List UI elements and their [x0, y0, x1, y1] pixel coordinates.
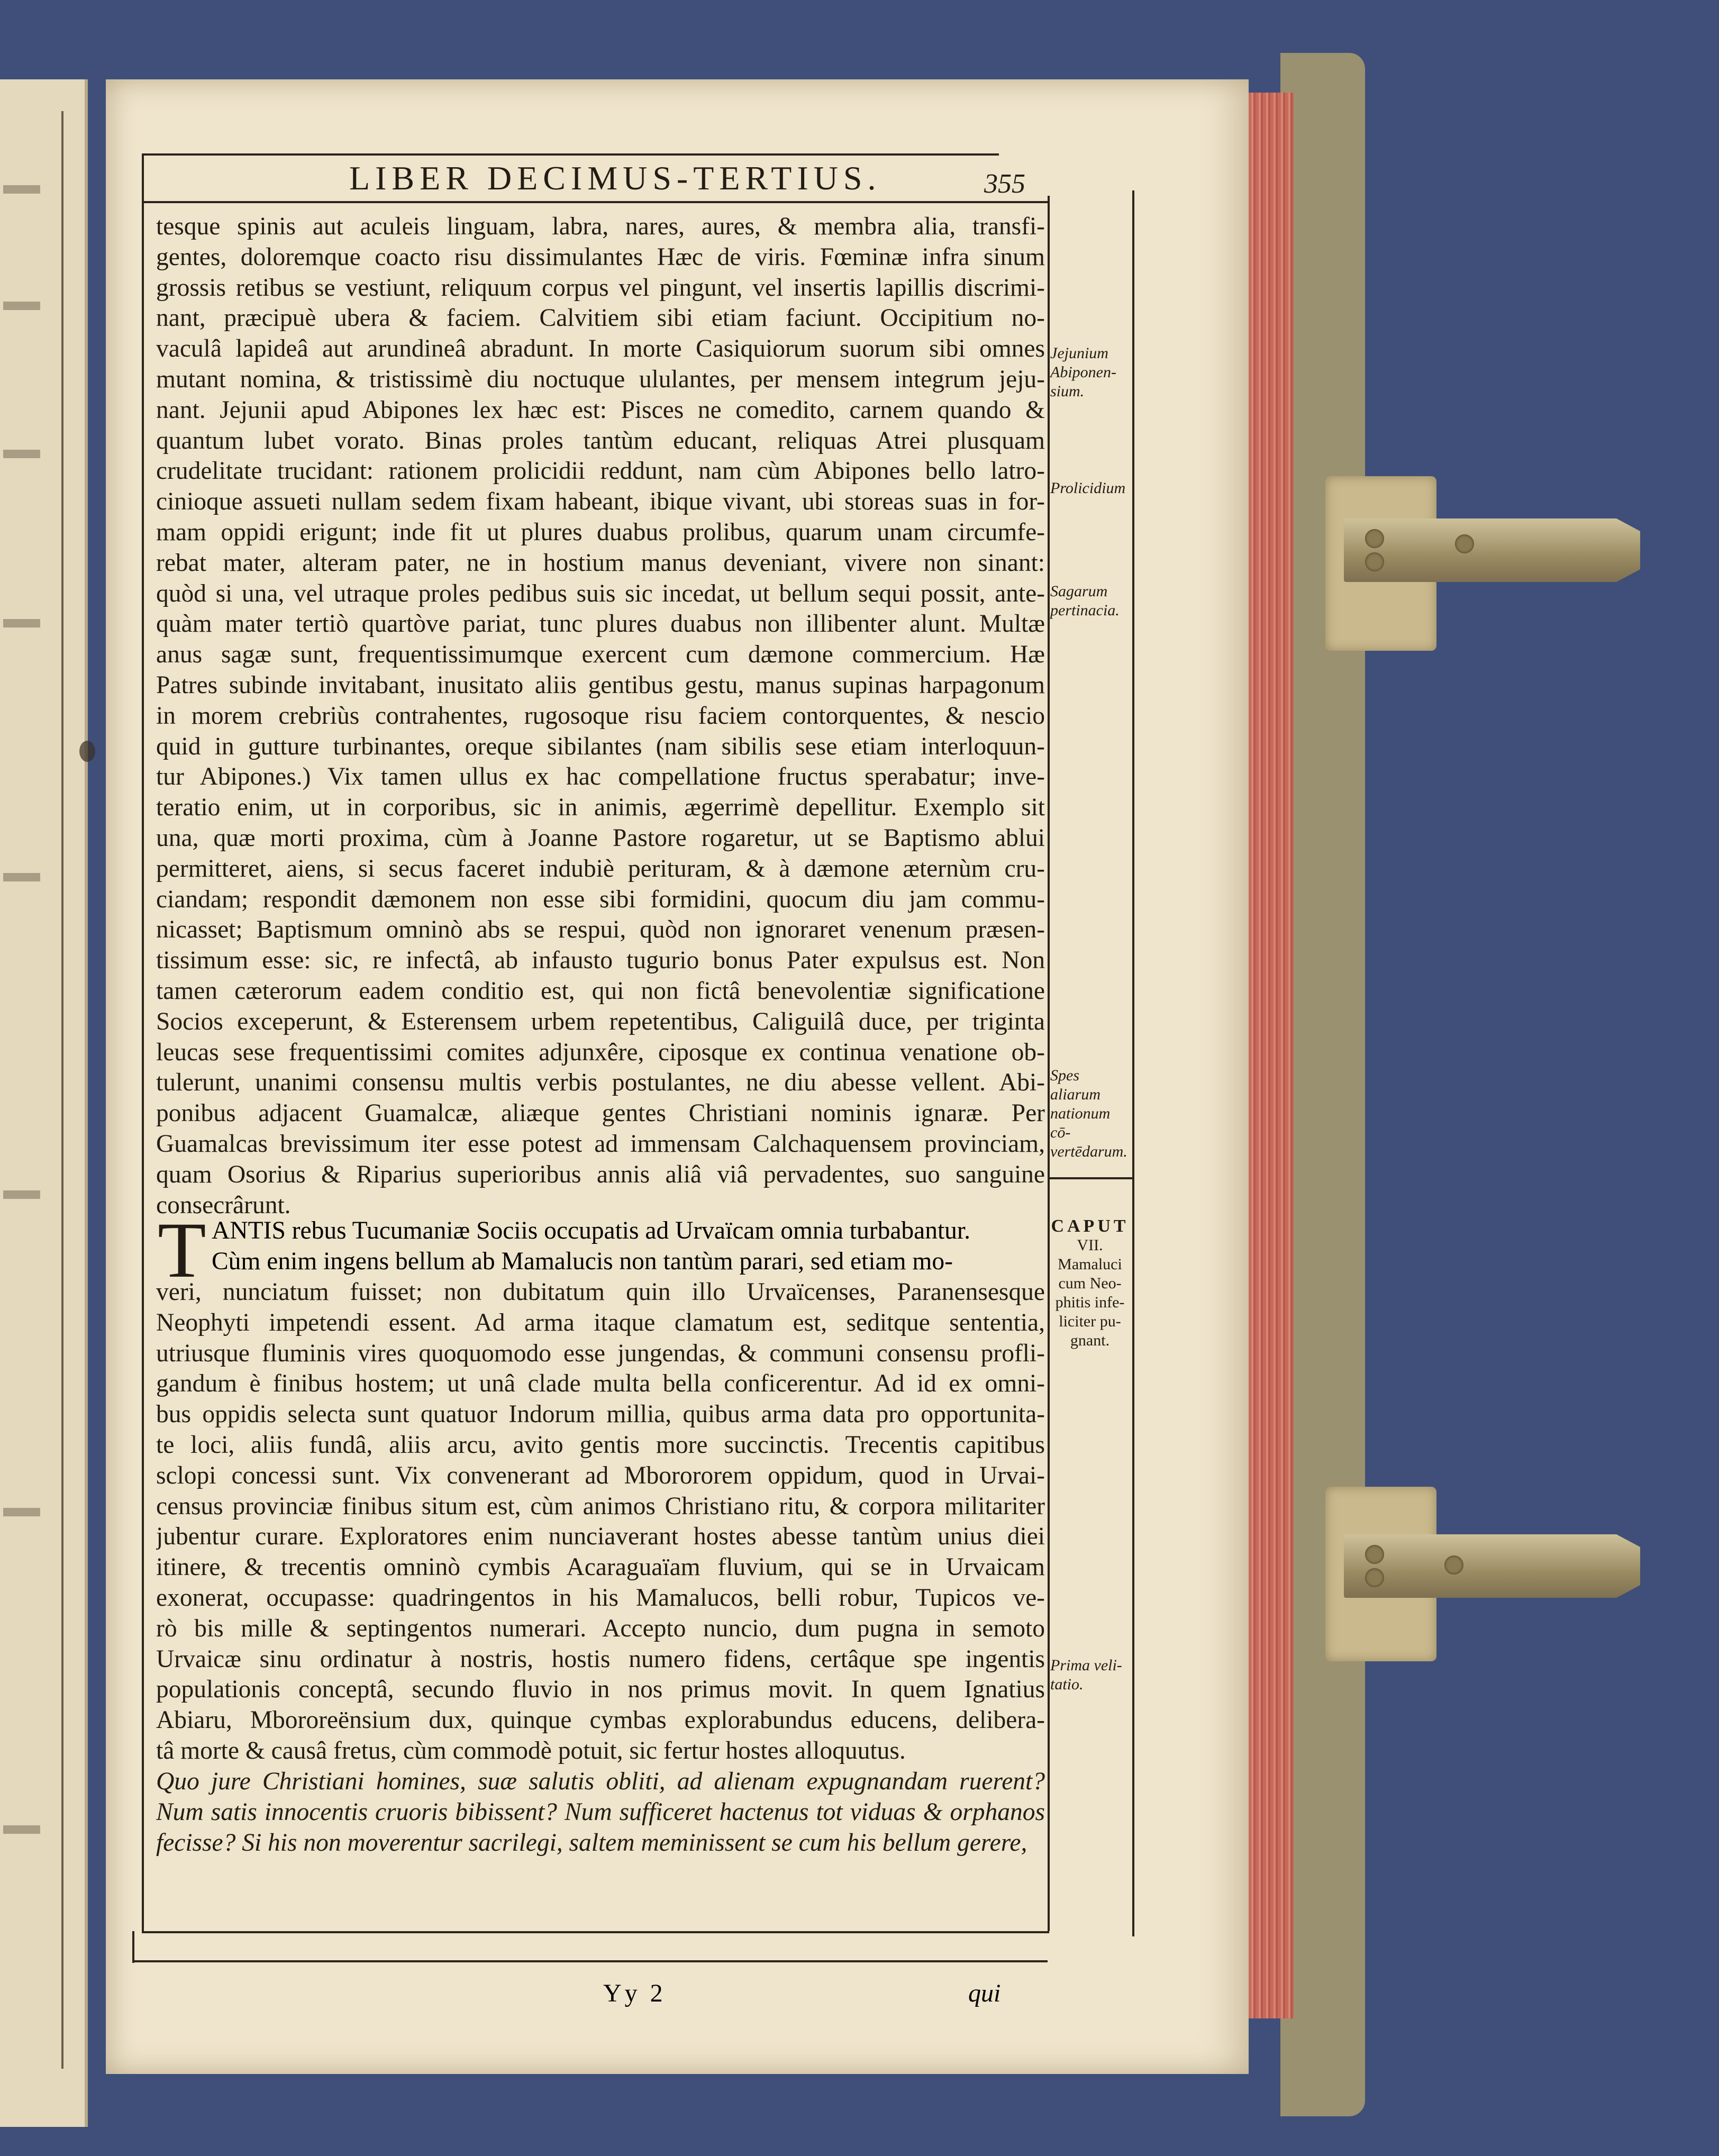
text-line: te loci, aliis fundâ, aliis arcu, avito gentis more succinctis. Trecentis capitibus	[156, 1431, 1045, 1459]
upper-clasp	[1344, 518, 1640, 582]
text-line: nant, præcipuè ubera & faciem. Calvitiem sibi etiam faciunt. Occipitium no-	[156, 304, 1045, 332]
text-line: in morem crebriùs contrahentes, rugosoque risu faciem contorquentes, & nescio	[156, 702, 1045, 730]
text-line: rò bis mille & septingentos numerari. Accepto nuncio, dum pugna in semoto	[156, 1614, 1045, 1642]
text-line: gandum è finibus hostem; ut unâ clade multa bella conficerentur. Ad id ex omni-	[156, 1370, 1045, 1398]
text-line: fecisse? Si his non moverentur sacrilegi, saltem meminissent se cum his bellum gerere,	[156, 1828, 1027, 1857]
running-head: LIBER DECIMUS-TERTIUS.	[349, 159, 881, 197]
previous-page-rule	[61, 111, 63, 2069]
caput-number: VII.	[1077, 1236, 1103, 1254]
previous-page-text-fragment	[3, 873, 40, 881]
paragraph-2	[156, 1277, 1045, 1767]
text-line: mutant nomina, & tristissimè diu noctuque ululantes, per mensem integrum jeju-	[156, 365, 1045, 393]
signature-mark: Yy 2	[603, 1979, 666, 2007]
margin-note-line: Sagarum	[1050, 583, 1108, 600]
margin-note-line: Spes aliarum	[1050, 1067, 1101, 1103]
text-line: gentes, doloremque coacto risu dissimulantes Hæc de viris. Fœminæ infra sinum	[156, 243, 1045, 271]
margin-note-line: gnant.	[1070, 1332, 1110, 1349]
margin-note-prima	[1050, 1656, 1130, 1694]
rivet-icon	[1455, 534, 1474, 553]
text-line: tesque spinis aut aculeis linguam, labra, nares, aures, & membra alia, transfi-	[156, 213, 1045, 240]
rivet-icon	[1365, 552, 1384, 571]
text-line: consecrârunt.	[156, 1191, 291, 1219]
text-line: Neophyti impetendi essent. Ad arma itaque clamatum est, seditque sententia,	[156, 1308, 1045, 1336]
margin-note-caput	[1050, 1217, 1130, 1350]
text-line: leucas sese frequentissimi comites adjunxêre, ciposque ex continua venatione ob-	[156, 1038, 1045, 1066]
rivet-icon	[1444, 1555, 1463, 1575]
text-line: tamen cæterorum eadem conditio est, qui non fictâ benevolentiæ significatione	[156, 977, 1045, 1005]
previous-page-text-fragment	[3, 1508, 40, 1516]
text-line: Quo jure Christiani homines, suæ salutis obliti, ad alienam expugnandam ruerent?	[156, 1768, 1045, 1795]
text-line: census provinciæ finibus situm est, cùm animos Christiano ritu, & corpora militariter	[156, 1492, 1045, 1520]
chapter-second-line: Cùm enim ingens bellum ab Mamalucis non tantùm parari, sed etiam mo-	[212, 1248, 953, 1275]
caput-title: CAPUT	[1051, 1216, 1129, 1236]
catchword: qui	[968, 1979, 1001, 2007]
text-line: nant. Jejunii apud Abipones lex hæc est: Pisces ne comedito, carnem quando &	[156, 396, 1045, 424]
text-line: teratio enim, ut in corporibus, sic in animis, ægerrimè depellitur. Exemplo sit	[156, 794, 1045, 822]
text-line: una, quæ morti proxima, cùm à Joanne Pastore rogaretur, ut se Baptismo ablui	[156, 824, 1045, 852]
red-page-edges	[1241, 93, 1294, 2018]
margin-note-line: liciter pu-	[1059, 1313, 1121, 1330]
text-line: crudelitate trucidant: rationem prolicidii reddunt, nam cùm Abipones bello latro-	[156, 457, 1045, 485]
margin-divider	[1048, 1177, 1132, 1179]
outer-left-rule-foot	[132, 1931, 134, 1963]
previous-page-text-fragment	[3, 1190, 40, 1199]
lower-clasp	[1344, 1534, 1640, 1598]
margin-note-line: tatio.	[1050, 1676, 1084, 1693]
margin-note-line: vertēdarum.	[1050, 1143, 1127, 1160]
text-line: quàm mater tertiò quartòve pariat, tunc plures duabus non illibenter alunt. Multæ	[156, 610, 1045, 638]
previous-page-text-fragment	[3, 1825, 40, 1834]
margin-note-line: Prolicidium	[1050, 479, 1126, 497]
top-rule	[142, 153, 999, 156]
text-line: ponibus adjacent Guamalcæ, aliæque gentes Christiani nominis ignaræ. Per	[156, 1099, 1045, 1127]
text-line: vaculâ lapideâ aut arundineâ abradunt. In morte Casiquiorum suorum sibi omnes	[156, 335, 1045, 363]
previous-page-text-fragment	[3, 185, 40, 194]
text-line: grossis retibus se vestiunt, reliquum corpus vel pingunt, vel insertis lapillis discrimi-	[156, 274, 1045, 302]
text-line: jubentur curare. Exploratores enim nunciaverant hostes abesse tantùm unius diei	[156, 1523, 1045, 1551]
text-line: tur Abipones.) Vix tamen ullus ex hac compellatione fructus sperabatur; inve-	[156, 763, 1045, 791]
drop-cap: T	[158, 1206, 206, 1294]
text-line: exonerat, occupasse: quadringentos in his Mamalucos, belli robur, Tupicos ve-	[156, 1584, 1045, 1612]
previous-page-text-fragment	[3, 619, 40, 627]
text-line: cinioque assueti nullam sedem fixam habeant, ibique vivant, ubi storeas suas in for-	[156, 488, 1045, 516]
rivet-icon	[1365, 1545, 1384, 1564]
text-line: Urvaicæ sinu ordinatur à nostris, hostis numero fidens, certâque spe ingentis	[156, 1645, 1045, 1673]
text-line: quid in gutture turbinantes, oreque sibilantes (nam sibilis sese etiam interloquun-	[156, 732, 1045, 760]
margin-note-line: phitis infe-	[1055, 1294, 1125, 1311]
chapter-first-line: ANTIS rebus Tucumaniæ Sociis occupatis ad Urvaïcam omnia turbabantur.	[212, 1217, 970, 1244]
bottom-rule	[142, 1931, 1049, 1933]
margin-note-spes	[1050, 1066, 1130, 1161]
text-line: quam Osorius & Riparius superioribus annis aliâ viâ pervadentes, suo sanguine	[156, 1160, 1045, 1188]
page-number: 355	[984, 169, 1025, 199]
text-line: veri, nunciatum fuisset; non dubitatum quin illo Urvaïcenses, Paranensesque	[156, 1278, 1045, 1306]
text-line: nicasset; Baptismum omninò abs se respui, quòd non ignoraret venenum præsen-	[156, 916, 1045, 944]
outer-right-rule	[1132, 190, 1134, 1936]
text-line: Guamalcas brevissimum iter esse potest ad immensam Calchaquensem provinciam,	[156, 1130, 1045, 1158]
text-line: Abiaru, Mbororeënsium dux, quinque cymbas explorabundus educens, delibera-	[156, 1706, 1045, 1734]
ink-blot	[79, 741, 95, 762]
left-rule	[142, 153, 144, 1931]
text-line: permitteret, aiens, si secus faceret indubiè perituram, & à dæmone æternùm cru-	[156, 854, 1045, 883]
margin-note-line: Jejunium	[1050, 344, 1108, 362]
outer-bottom-rule	[132, 1960, 1048, 1962]
text-line: rebat mater, alteram pater, ne in hostium manus deveniant, vivere non sinant:	[156, 549, 1045, 577]
previous-page-text-fragment	[3, 450, 40, 458]
margin-note-line: Mamaluci	[1058, 1256, 1122, 1273]
margin-note-line: nationum cō-	[1050, 1105, 1111, 1141]
paragraph-1	[156, 212, 1045, 1221]
margin-note-line: pertinacia.	[1050, 602, 1120, 619]
text-line: sclopi concessi sunt. Vix convenerant ad Mborororem oppidum, quod in Urvai-	[156, 1461, 1045, 1489]
text-line: Patres subinde invitabant, inusitato aliis gentibus gestu, manus supinas harpagonum	[156, 671, 1045, 699]
text-line: tâ morte & causâ fretus, cùm commodè potuit, sic fertur hostes alloquutus.	[156, 1736, 906, 1764]
margin-note-sagarum	[1050, 582, 1130, 620]
text-line: quòd si una, vel utraque proles pedibus suis sic incedat, ut bellum sequi possit, ante-	[156, 579, 1045, 607]
text-line: tissimum esse: sic, re infectâ, ab infausto tugurio bonus Pater expulsus est. Non	[156, 947, 1045, 975]
head-rule	[142, 201, 1049, 203]
rivet-icon	[1365, 529, 1384, 548]
margin-note-line: cum Neo-	[1058, 1275, 1122, 1292]
margin-note-line: sium.	[1050, 383, 1085, 400]
text-line: populationis conceptâ, secundo fluvio in nos primus movit. In quem Ignatius	[156, 1676, 1045, 1704]
text-line: Socios exceperunt, & Esterensem urbem repetentibus, Caliguilâ duce, per triginta	[156, 1007, 1045, 1035]
margin-note-prolicidium	[1050, 479, 1130, 498]
text-line: mam oppidi erigunt; inde fit ut plures duabus prolibus, quarum unam circumfe-	[156, 518, 1045, 546]
text-line: ciandam; respondit dæmonem non esse sibi formidini, quocum diu jam commu-	[156, 885, 1045, 913]
text-line: tulerunt, unanimi consensu multis verbis postulantes, ne diu abesse vellent. Abi-	[156, 1069, 1045, 1097]
text-line: quantum lubet vorato. Binas proles tantùm educant, reliquas Atrei plusquam	[156, 426, 1045, 454]
rivet-icon	[1365, 1568, 1384, 1587]
text-line: utriusque fluminis vires quoquomodo esse jungendas, & communi consensu profli-	[156, 1339, 1045, 1367]
text-line: bus oppidis selecta sunt quatuor Indorum millia, quibus arma data pro opportunita-	[156, 1400, 1045, 1429]
margin-note-jejunium	[1050, 344, 1130, 401]
text-line: Num satis innocentis cruoris bibissent? Num sufficeret hactenus tot viduas & orphanos	[156, 1798, 1045, 1826]
text-line: anus sagæ sunt, frequentissimumque exercent cum dæmone commercium. Hæ	[156, 641, 1045, 669]
margin-note-line: Abiponen-	[1050, 363, 1116, 381]
previous-page-text-fragment	[3, 302, 40, 310]
text-line: itinere, & trecentis omninò cymbis Acaraguaïam fluvium, qui se in Urvaicam	[156, 1553, 1045, 1581]
margin-note-line: Prima veli-	[1050, 1657, 1122, 1674]
italic-speech	[156, 1767, 1045, 1858]
previous-page-edge	[0, 79, 88, 2127]
inner-right-rule	[1048, 196, 1050, 1931]
